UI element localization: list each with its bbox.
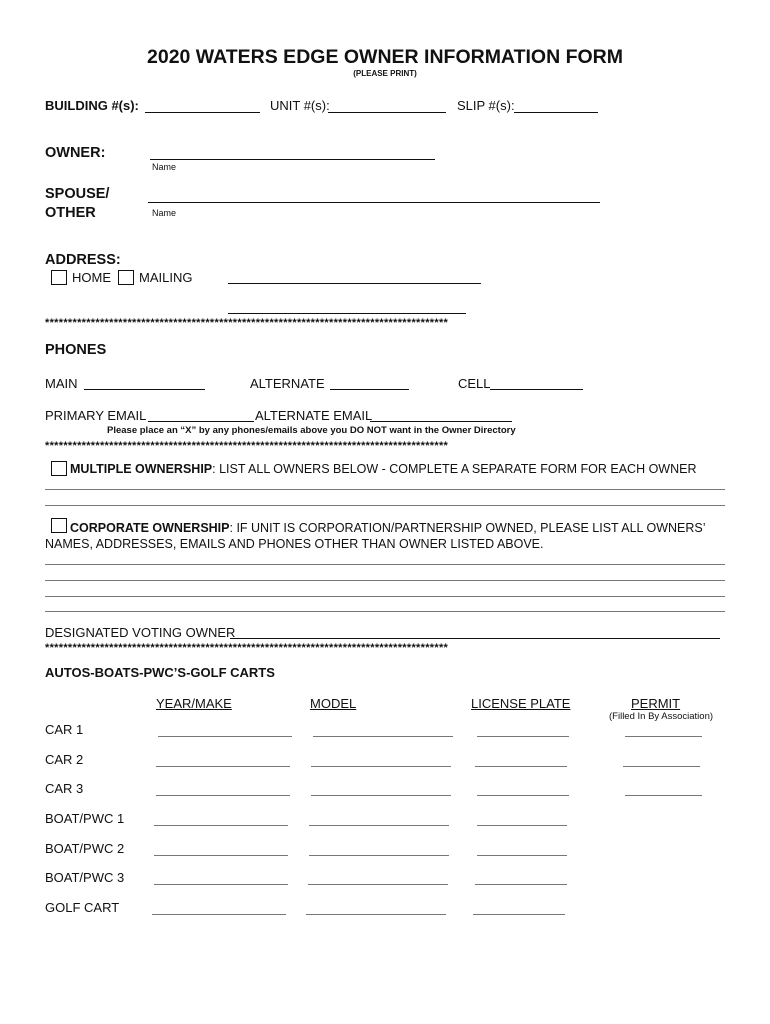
col-year-make: YEAR/MAKE (156, 696, 232, 711)
main-phone-label: MAIN (45, 376, 78, 391)
alternate-phone-label: ALTERNATE (250, 376, 325, 391)
building-label: BUILDING #(s): (45, 98, 139, 113)
car3-plate-field[interactable] (477, 795, 569, 796)
vehicles-heading: AUTOS-BOATS-PWC’S-GOLF CARTS (45, 665, 275, 680)
voting-owner-field[interactable] (230, 638, 720, 639)
boat2-year-field[interactable] (154, 855, 288, 856)
golfcart-plate-field[interactable] (473, 914, 565, 915)
address-label: ADDRESS: (45, 252, 121, 268)
unit-label: UNIT #(s): (270, 98, 330, 113)
spouse-name-caption: Name (152, 208, 177, 218)
primary-email-label: PRIMARY EMAIL (45, 408, 147, 423)
car3-model-field[interactable] (311, 795, 451, 796)
alternate-email-field[interactable] (370, 421, 512, 422)
directory-note: Please place an “X” by any phones/emails above you DO NOT want in the Owner Directory (107, 425, 516, 436)
spouse-label-other: OTHER (45, 205, 96, 221)
multiple-owner-line-1[interactable] (45, 489, 725, 490)
slip-field[interactable] (514, 112, 598, 113)
multiple-ownership-checkbox[interactable] (51, 461, 67, 476)
separator-1: **************************************************************************************** (45, 317, 449, 329)
mailing-checkbox[interactable] (118, 270, 134, 285)
multiple-owner-line-2[interactable] (45, 505, 725, 506)
vehicle-row-label: BOAT/PWC 1 (45, 811, 125, 826)
phones-heading: PHONES (45, 342, 107, 358)
form-title: 2020 WATERS EDGE OWNER INFORMATION FORM (147, 46, 623, 68)
corporate-line-2[interactable] (45, 580, 725, 581)
col-license-plate: LICENSE PLATE (471, 696, 571, 711)
unit-field[interactable] (328, 112, 446, 113)
vehicle-row-label: BOAT/PWC 2 (45, 841, 125, 856)
alternate-email-label: ALTERNATE EMAIL (255, 408, 373, 423)
boat2-plate-field[interactable] (477, 855, 567, 856)
car3-year-field[interactable] (156, 795, 290, 796)
boat2-model-field[interactable] (309, 855, 449, 856)
car2-permit-field[interactable] (623, 766, 700, 767)
car2-model-field[interactable] (311, 766, 451, 767)
mailing-label: MAILING (139, 270, 193, 285)
address-line-1[interactable] (228, 283, 481, 284)
owner-label: OWNER: (45, 145, 106, 161)
vehicle-row-label: CAR 1 (45, 722, 84, 737)
boat1-plate-field[interactable] (477, 825, 567, 826)
vehicle-row-label: CAR 2 (45, 752, 84, 767)
home-label: HOME (72, 270, 111, 285)
vehicle-row-label: CAR 3 (45, 781, 84, 796)
car1-model-field[interactable] (313, 736, 453, 737)
main-phone-field[interactable] (84, 389, 205, 390)
boat1-model-field[interactable] (309, 825, 449, 826)
golfcart-model-field[interactable] (306, 914, 446, 915)
corporate-line-1[interactable] (45, 564, 725, 565)
corporate-ownership-instructions: : IF UNIT IS CORPORATION/PARTNERSHIP OWNED, PLEASE LIST ALL OWNERS’ (229, 521, 706, 535)
form-subtitle: (PLEASE PRINT) (353, 69, 417, 78)
col-permit-note: (Filled In By Association) (609, 711, 714, 722)
multiple-ownership-text (70, 462, 697, 476)
corporate-line-3[interactable] (45, 596, 725, 597)
corporate-ownership-checkbox[interactable] (51, 518, 67, 533)
corporate-ownership-label: CORPORATE OWNERSHIP (70, 521, 230, 535)
voting-owner-label: DESIGNATED VOTING OWNER (45, 625, 236, 640)
owner-name-caption: Name (152, 162, 177, 172)
home-checkbox[interactable] (51, 270, 67, 285)
boat3-plate-field[interactable] (475, 884, 567, 885)
corporate-ownership-text (70, 521, 706, 535)
boat1-year-field[interactable] (154, 825, 288, 826)
multiple-ownership-instructions: : LIST ALL OWNERS BELOW - COMPLETE A SEPARATE FORM FOR EACH OWNER (212, 462, 697, 476)
building-field[interactable] (145, 112, 260, 113)
car2-plate-field[interactable] (475, 766, 567, 767)
corporate-ownership-text-2: NAMES, ADDRESSES, EMAILS AND PHONES OTHER THAN OWNER LISTED ABOVE. (45, 537, 544, 551)
vehicle-row-label: BOAT/PWC 3 (45, 870, 125, 885)
car1-permit-field[interactable] (625, 736, 702, 737)
car1-year-field[interactable] (158, 736, 292, 737)
multiple-ownership-label: MULTIPLE OWNERSHIP (70, 462, 213, 476)
boat3-model-field[interactable] (308, 884, 448, 885)
owner-name-field[interactable] (150, 159, 435, 160)
slip-label: SLIP #(s): (457, 98, 515, 113)
vehicle-row-label: GOLF CART (45, 900, 120, 915)
alternate-phone-field[interactable] (330, 389, 409, 390)
car1-plate-field[interactable] (477, 736, 569, 737)
col-model: MODEL (310, 696, 357, 711)
spouse-label: SPOUSE/ (45, 186, 110, 202)
cell-phone-field[interactable] (490, 389, 583, 390)
address-line-2[interactable] (228, 313, 466, 314)
boat3-year-field[interactable] (154, 884, 288, 885)
primary-email-field[interactable] (148, 421, 254, 422)
spouse-name-field[interactable] (148, 202, 600, 203)
corporate-line-4[interactable] (45, 611, 725, 612)
separator-3: **************************************************************************************** (45, 642, 449, 654)
golfcart-year-field[interactable] (152, 914, 286, 915)
col-permit: PERMIT (631, 696, 681, 711)
separator-2: **************************************************************************************** (45, 440, 449, 452)
car2-year-field[interactable] (156, 766, 290, 767)
cell-phone-label: CELL (458, 376, 491, 391)
car3-permit-field[interactable] (625, 795, 702, 796)
